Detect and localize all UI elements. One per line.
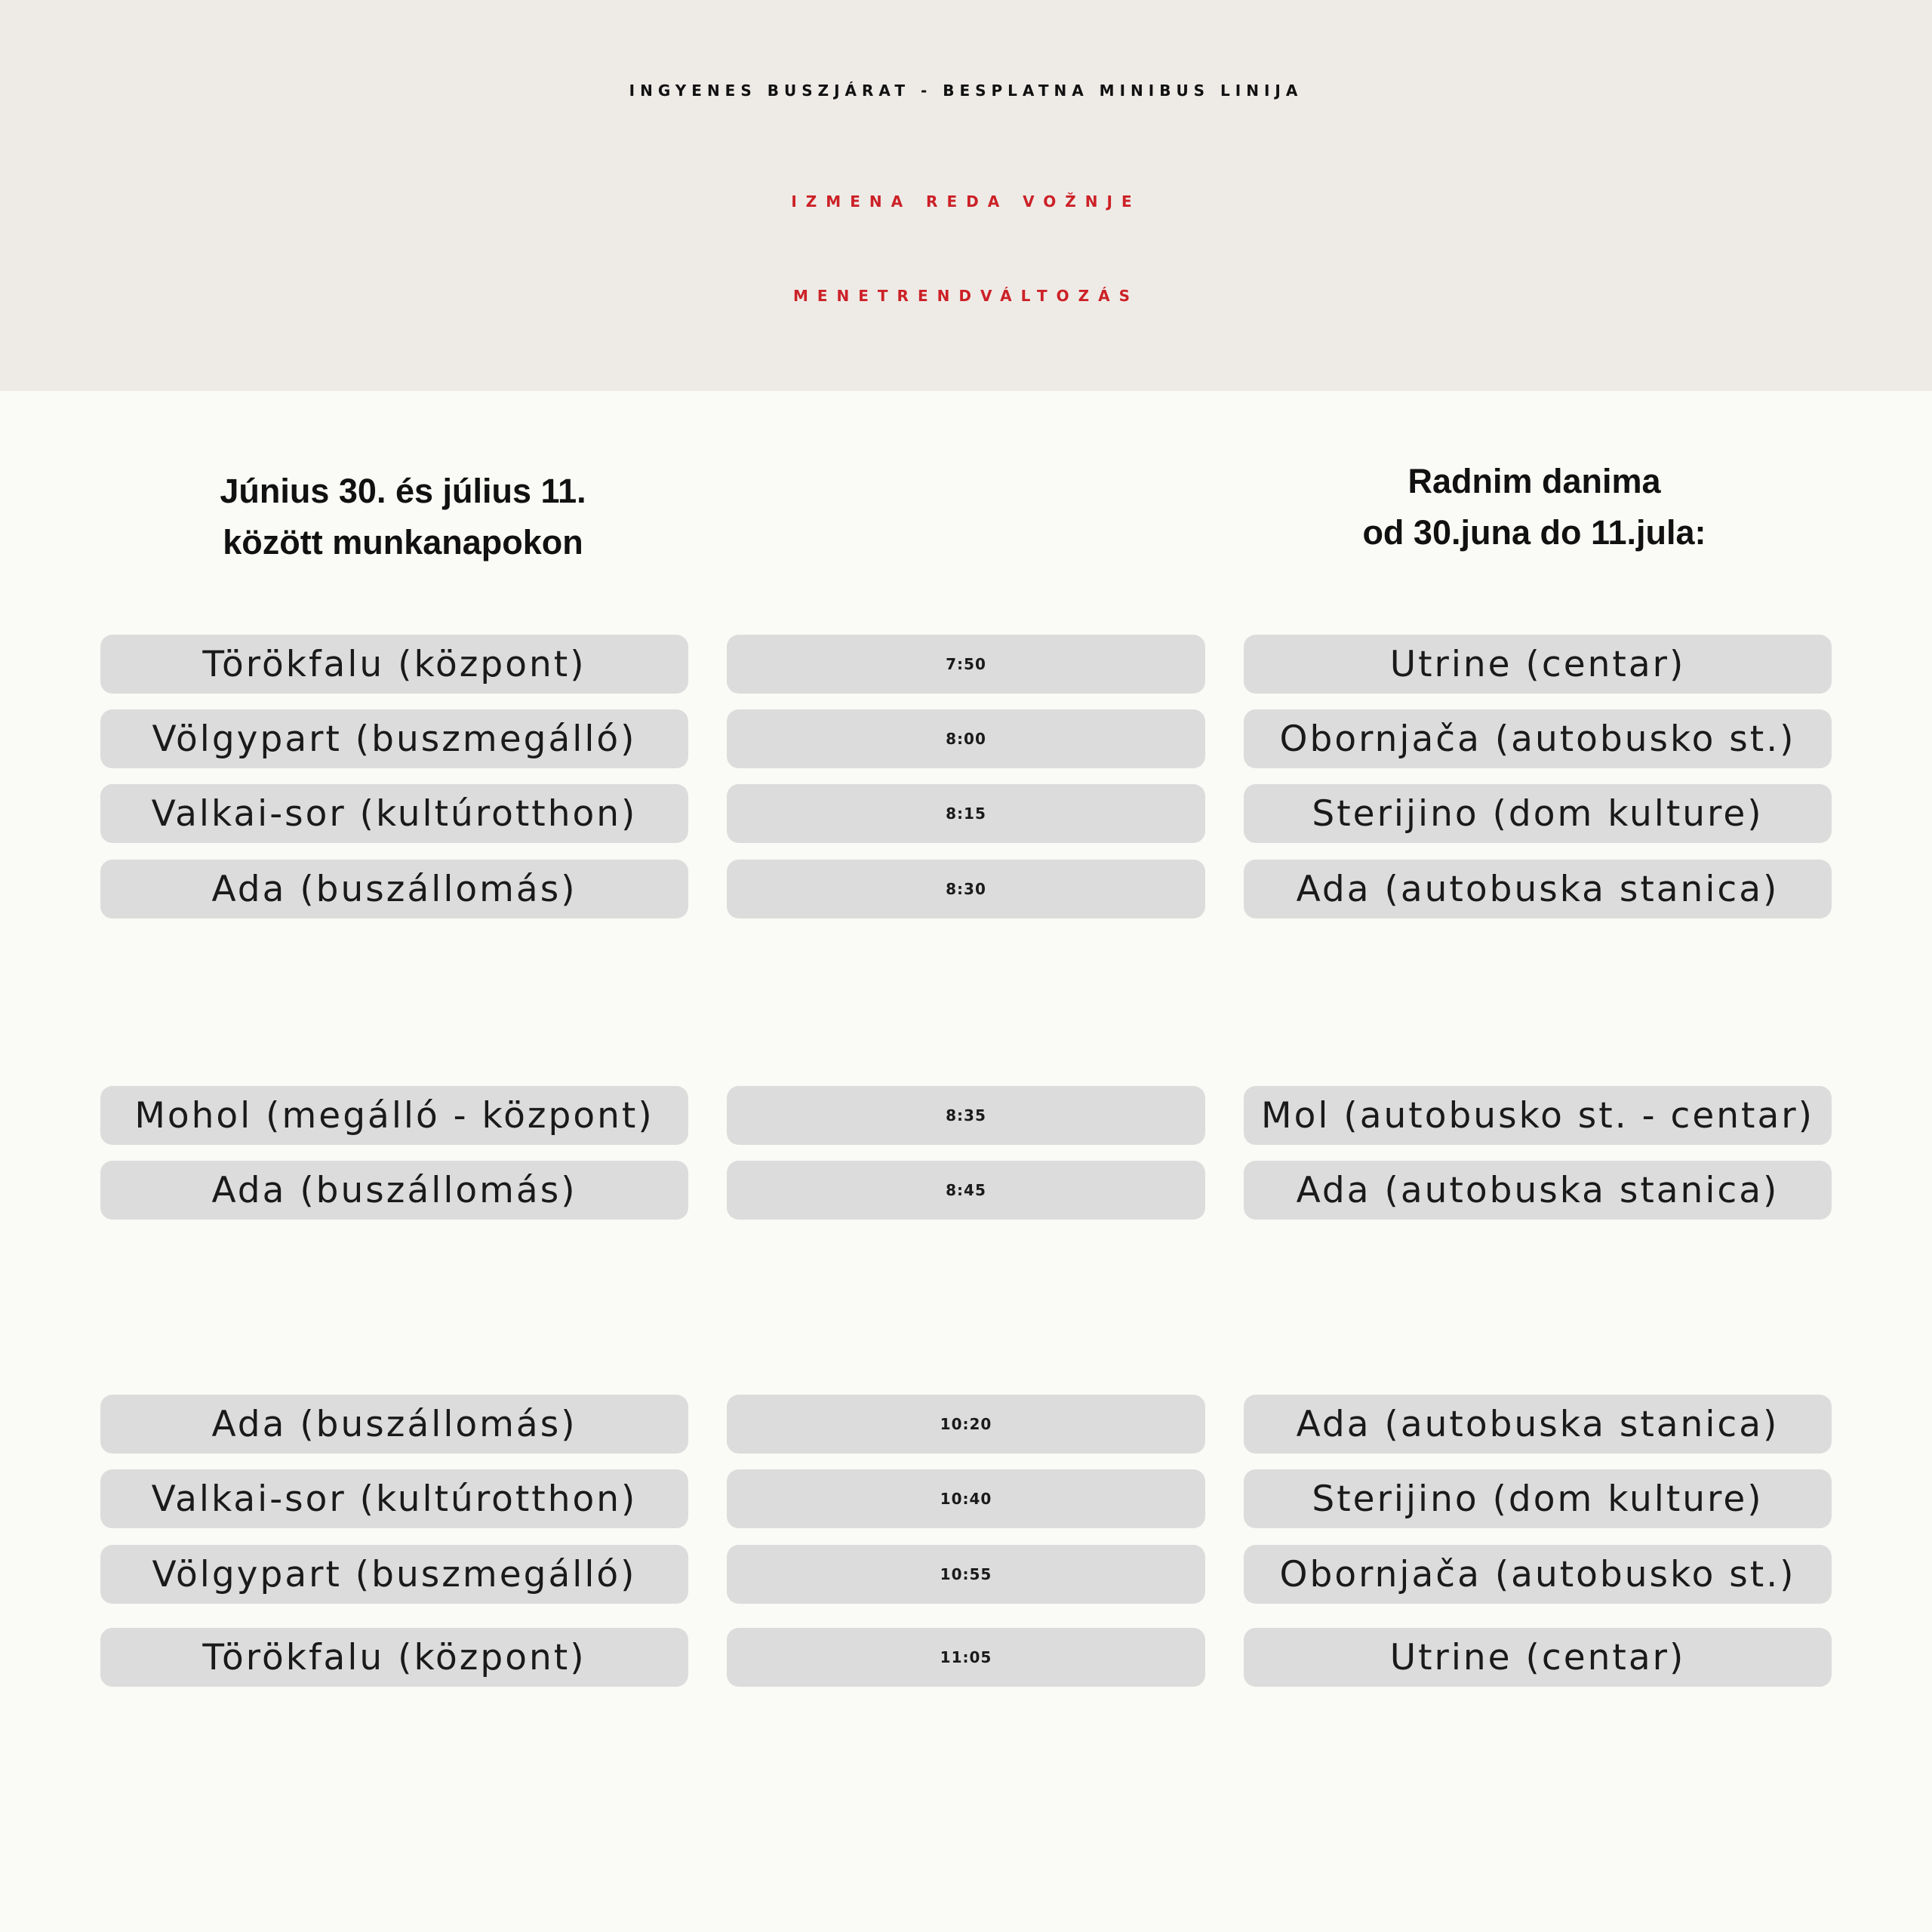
stop-hungarian: Mohol (megálló - központ) xyxy=(100,1086,688,1145)
period-serbian-line1: Radnim danima xyxy=(1407,462,1661,500)
period-serbian-line2: od 30.juna do 11.jula: xyxy=(1362,513,1706,552)
departure-time: 10:40 xyxy=(727,1469,1205,1528)
stop-hungarian: Völgypart (buszmegálló) xyxy=(100,709,688,768)
departure-time: 11:05 xyxy=(727,1628,1205,1687)
stop-serbian: Obornjača (autobusko st.) xyxy=(1244,1545,1832,1604)
departure-time: 8:00 xyxy=(727,709,1205,768)
stop-hungarian: Valkai-sor (kultúrotthon) xyxy=(100,784,688,843)
period-hungarian-line2: között munkanapokon xyxy=(223,523,583,561)
departure-time: 7:50 xyxy=(727,635,1205,694)
stop-serbian: Utrine (centar) xyxy=(1244,635,1832,694)
stop-hungarian: Ada (buszállomás) xyxy=(100,860,688,918)
departure-time: 10:20 xyxy=(727,1395,1205,1454)
schedule-row xyxy=(0,1086,1932,1145)
stop-serbian: Mol (autobusko st. - centar) xyxy=(1244,1086,1832,1145)
stop-serbian: Obornjača (autobusko st.) xyxy=(1244,709,1832,768)
subtitle-hungarian: MENETRENDVÁLTOZÁS xyxy=(792,287,1140,305)
schedule-row xyxy=(0,709,1932,768)
stop-hungarian: Törökfalu (központ) xyxy=(100,1628,688,1687)
schedule-row xyxy=(0,1469,1932,1528)
stop-serbian: Ada (autobuska stanica) xyxy=(1244,1161,1832,1220)
period-serbian xyxy=(1308,456,1761,558)
schedule-row xyxy=(0,860,1932,918)
period-hungarian xyxy=(177,466,629,568)
stop-serbian: Sterijino (dom kulture) xyxy=(1244,784,1832,843)
stop-serbian: Ada (autobuska stanica) xyxy=(1244,1395,1832,1454)
departure-time: 8:30 xyxy=(727,860,1205,918)
stop-hungarian: Törökfalu (központ) xyxy=(100,635,688,694)
subtitle-serbian: IZMENA REDA VOŽNJE xyxy=(791,192,1141,211)
schedule-row xyxy=(0,1395,1932,1454)
schedule-row xyxy=(0,1545,1932,1604)
departure-time: 10:55 xyxy=(727,1545,1205,1604)
stop-hungarian: Ada (buszállomás) xyxy=(100,1395,688,1454)
period-hungarian-line1: Június 30. és július 11. xyxy=(220,472,586,510)
departure-time: 8:45 xyxy=(727,1161,1205,1220)
stop-serbian: Ada (autobuska stanica) xyxy=(1244,860,1832,918)
schedule-row xyxy=(0,635,1932,694)
stop-serbian: Utrine (centar) xyxy=(1244,1628,1832,1687)
header-banner xyxy=(0,0,1932,391)
stop-hungarian: Völgypart (buszmegálló) xyxy=(100,1545,688,1604)
page-title: INGYENES BUSZJÁRAT - BESPLATNA MINIBUS LINIJA xyxy=(629,82,1303,100)
stop-hungarian: Valkai-sor (kultúrotthon) xyxy=(100,1469,688,1528)
schedule-row xyxy=(0,1628,1932,1687)
stop-serbian: Sterijino (dom kulture) xyxy=(1244,1469,1832,1528)
schedule-row xyxy=(0,784,1932,843)
schedule-row xyxy=(0,1161,1932,1220)
departure-time: 8:15 xyxy=(727,784,1205,843)
departure-time: 8:35 xyxy=(727,1086,1205,1145)
stop-hungarian: Ada (buszállomás) xyxy=(100,1161,688,1220)
